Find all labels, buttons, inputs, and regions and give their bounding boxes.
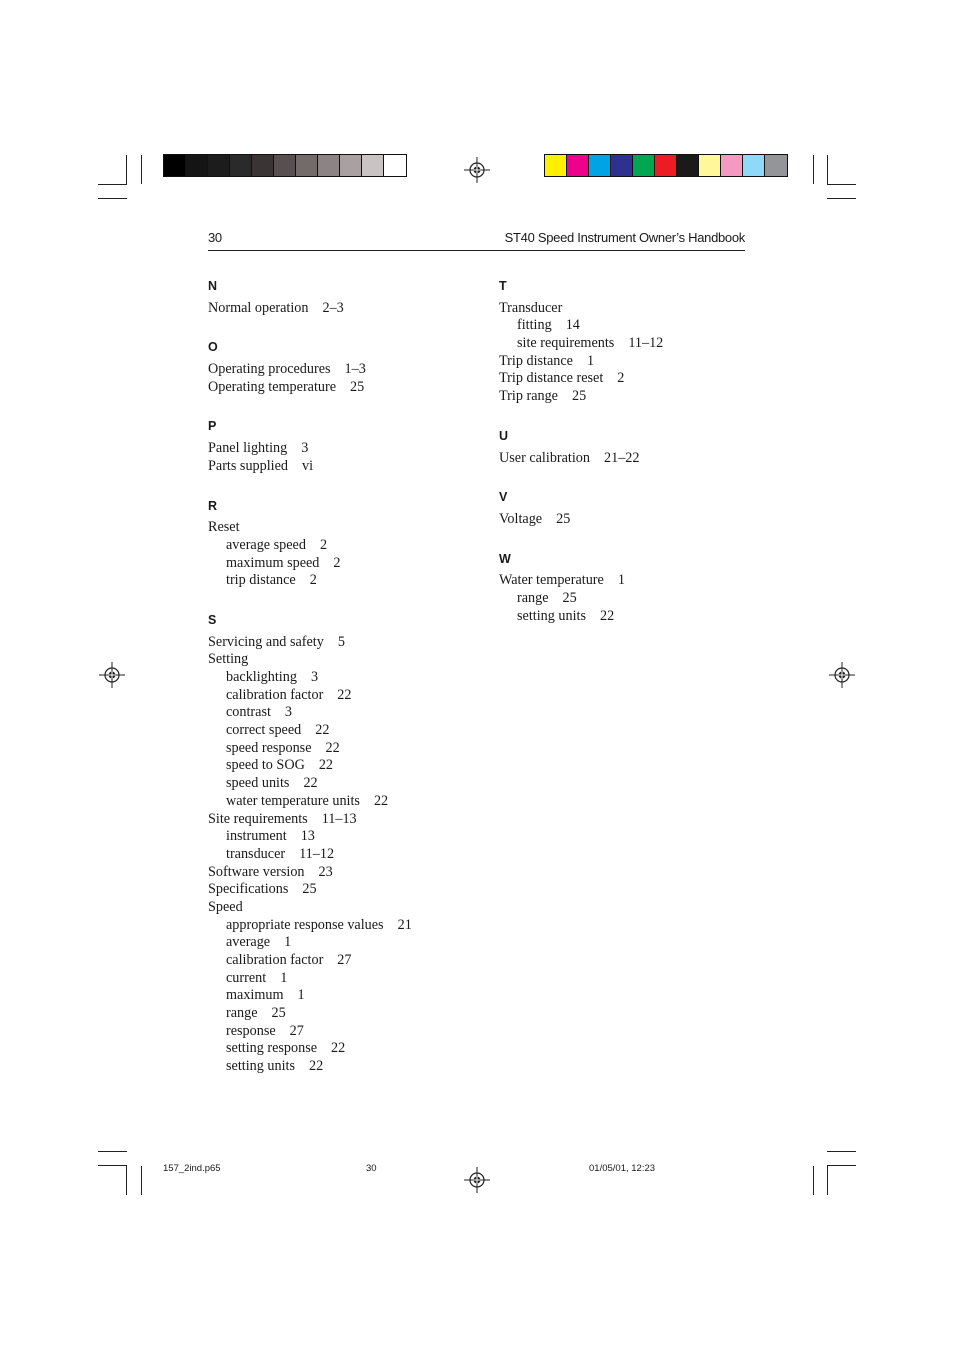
index-page-ref: 23 — [318, 863, 333, 880]
index-page-ref: 25 — [562, 589, 577, 606]
grayscale-color-bar — [163, 154, 407, 177]
index-term: speed to SOG — [226, 757, 305, 774]
process-color-swatch — [721, 155, 743, 176]
index-page-ref: 3 — [284, 704, 293, 721]
index-subentry — [208, 1058, 412, 1076]
index-term: response — [226, 1022, 276, 1039]
index-entry — [499, 388, 663, 406]
index-term: average speed — [226, 536, 306, 553]
index-page-ref: 27 — [289, 1022, 304, 1039]
process-color-swatch — [743, 155, 765, 176]
index-page-ref: 25 — [271, 1005, 286, 1022]
index-term: range — [226, 1005, 258, 1022]
index-term: water temperature units — [226, 792, 360, 809]
process-color-swatch — [545, 155, 567, 176]
index-page-ref: 2 — [333, 554, 341, 571]
index-subentry — [499, 608, 663, 626]
index-section-letter: V — [499, 490, 508, 505]
index-entry — [499, 511, 663, 529]
index-subentry — [208, 572, 412, 590]
index-page-ref: 11–12 — [628, 335, 664, 352]
index-page-ref: 21–22 — [604, 449, 640, 466]
grayscale-swatch — [340, 155, 362, 176]
registration-mark-left-icon — [99, 662, 125, 688]
index-subentry — [208, 687, 412, 705]
index-term: Operating procedures — [208, 361, 331, 378]
index-section-letter: W — [499, 551, 511, 566]
index-entry — [208, 864, 412, 882]
index-subentry — [208, 987, 412, 1005]
index-entry — [208, 881, 412, 899]
index-subentry — [208, 669, 412, 687]
index-page-ref: 21 — [397, 916, 412, 933]
index-subentry — [208, 934, 412, 952]
index-term: setting response — [226, 1040, 318, 1057]
index-term: transducer — [226, 845, 286, 862]
index-page-ref: 25 — [350, 378, 365, 395]
index-subentry — [208, 793, 412, 811]
index-entry — [208, 440, 412, 458]
grayscale-swatch — [296, 155, 318, 176]
index-term: Voltage — [499, 510, 543, 527]
index-subentry — [499, 317, 663, 335]
index-subentry — [208, 555, 412, 573]
index-entry — [499, 370, 663, 388]
index-term: contrast — [226, 704, 271, 721]
index-section-letter: O — [208, 340, 218, 355]
index-page-ref: 2 — [309, 572, 317, 589]
index-term: Transducer — [499, 299, 563, 316]
index-entry — [499, 353, 663, 371]
process-color-bar — [544, 154, 788, 177]
index-term: Parts supplied — [208, 457, 288, 474]
index-term: Speed — [208, 898, 243, 915]
index-term: Trip distance reset — [499, 370, 604, 387]
index-page-ref: vi — [302, 457, 314, 474]
index-page-ref: 22 — [303, 775, 318, 792]
index-page-ref: 25 — [571, 388, 587, 405]
registration-mark-right-icon — [829, 662, 855, 688]
index-entry — [208, 361, 412, 379]
index-term: Normal operation — [208, 299, 309, 316]
index-page-ref: 11–13 — [321, 810, 357, 827]
index-page-ref: 22 — [318, 757, 334, 774]
index-page-ref: 2 — [319, 536, 328, 553]
index-page-ref: 27 — [337, 952, 352, 968]
running-header — [208, 230, 745, 251]
index-page-ref: 1 — [586, 352, 595, 369]
index-entry — [208, 811, 412, 829]
index-subentry — [499, 590, 663, 608]
index-term: Servicing and safety — [208, 633, 324, 650]
handbook-title: ST40 Speed Instrument Owner’s Handbook — [504, 230, 745, 245]
process-color-swatch — [699, 155, 721, 176]
index-term: Panel lighting — [208, 440, 288, 457]
index-term: trip distance — [226, 572, 296, 589]
index-page-ref: 2 — [617, 370, 625, 387]
index-page-ref: 25 — [302, 881, 317, 898]
grayscale-swatch — [208, 155, 230, 176]
index-subentry — [208, 757, 412, 775]
footer-page: 30 — [366, 1163, 377, 1174]
index-subentry — [208, 775, 412, 793]
index-subentry — [208, 740, 412, 758]
index-subentry — [208, 970, 412, 988]
index-section-letter: S — [208, 612, 217, 627]
index-term: backlighting — [226, 669, 297, 685]
index-term: Reset — [208, 519, 240, 536]
index-entry — [208, 634, 412, 652]
index-entry — [208, 899, 412, 917]
index-entry — [208, 519, 412, 537]
index-subentry — [208, 704, 412, 722]
grayscale-swatch — [362, 155, 384, 176]
index-term: setting units — [517, 607, 586, 624]
index-subentry — [208, 846, 412, 864]
index-section-letter: N — [208, 279, 218, 293]
index-term: Water temperature — [499, 572, 604, 589]
index-term: speed response — [226, 739, 312, 756]
index-section-letter: P — [208, 419, 217, 434]
index-term: Trip range — [499, 388, 558, 405]
process-color-swatch — [677, 155, 699, 176]
index-page-ref: 22 — [599, 607, 615, 624]
index-term: instrument — [226, 828, 287, 845]
index-page-ref: 22 — [337, 686, 352, 703]
index-term: maximum speed — [226, 554, 320, 571]
process-color-swatch — [655, 155, 677, 176]
index-term: Specifications — [208, 881, 289, 898]
index-page-ref: 22 — [308, 1058, 324, 1075]
index-entry — [208, 651, 412, 669]
index-column-right — [499, 278, 663, 625]
index-page-ref: 1 — [297, 987, 305, 1004]
index-term: speed units — [226, 775, 290, 792]
index-page-ref: 1 — [617, 572, 625, 589]
grayscale-swatch — [186, 155, 208, 176]
footer-filename: 157_2ind.p65 — [163, 1163, 221, 1174]
index-subentry — [208, 1040, 412, 1058]
index-term: calibration factor — [226, 686, 324, 703]
grayscale-swatch — [252, 155, 274, 176]
index-term: maximum — [226, 987, 284, 1004]
index-entry — [208, 379, 412, 397]
index-entry — [499, 450, 663, 468]
process-color-swatch — [611, 155, 633, 176]
index-subentry — [208, 917, 412, 935]
index-term: calibration factor — [226, 952, 324, 968]
index-page-ref: 13 — [300, 828, 315, 845]
grayscale-swatch — [274, 155, 296, 176]
index-subentry — [208, 952, 412, 970]
index-section-letter: T — [499, 279, 507, 293]
index-page-ref: 25 — [556, 510, 571, 527]
index-page-ref: 1 — [280, 969, 288, 986]
index-page-ref: 22 — [325, 739, 340, 756]
page-number: 30 — [208, 230, 222, 245]
index-term: site requirements — [517, 335, 615, 352]
index-subentry — [208, 1005, 412, 1023]
index-subentry — [499, 335, 663, 353]
index-term: setting units — [226, 1058, 295, 1075]
registration-mark-top-icon — [464, 157, 490, 183]
index-subentry — [208, 1023, 412, 1041]
index-entry — [499, 300, 663, 318]
index-page-ref: 22 — [315, 722, 330, 739]
index-page-ref: 14 — [565, 317, 580, 334]
process-color-swatch — [589, 155, 611, 176]
index-term: Software version — [208, 863, 305, 880]
index-page-ref: 1–3 — [344, 361, 366, 378]
index-page-ref: 11–12 — [299, 845, 335, 862]
index-term: fitting — [517, 317, 552, 334]
index-entry — [499, 572, 663, 590]
footer-timestamp: 01/05/01, 12:23 — [589, 1163, 656, 1174]
grayscale-swatch — [318, 155, 340, 176]
index-term: Trip distance — [499, 352, 573, 369]
process-color-swatch — [567, 155, 589, 176]
index-page-ref: 22 — [373, 792, 389, 809]
index-page-ref: 3 — [310, 669, 319, 685]
registration-mark-bottom-icon — [464, 1167, 490, 1193]
index-term: current — [226, 969, 267, 986]
index-page-ref: 3 — [301, 440, 309, 457]
index-subentry — [208, 722, 412, 740]
index-page-ref: 2–3 — [322, 299, 344, 316]
grayscale-swatch — [384, 155, 406, 176]
index-term: Operating temperature — [208, 378, 337, 395]
index-page-ref: 1 — [284, 934, 292, 951]
index-term: Setting — [208, 651, 249, 668]
index-subentry — [208, 537, 412, 555]
index-section-letter: R — [208, 498, 218, 513]
index-entry — [208, 300, 412, 318]
index-section-letter: U — [499, 428, 509, 443]
process-color-swatch — [633, 155, 655, 176]
index-page-ref: 5 — [337, 633, 345, 650]
index-term: User calibration — [499, 449, 590, 466]
index-page-ref: 22 — [331, 1040, 346, 1057]
index-subentry — [208, 828, 412, 846]
grayscale-swatch — [230, 155, 252, 176]
index-entry — [208, 458, 412, 476]
index-term: range — [517, 589, 549, 606]
index-term: Site requirements — [208, 810, 308, 827]
index-term: average — [226, 934, 271, 951]
index-term: appropriate response values — [226, 916, 384, 933]
index-column-left — [208, 278, 412, 1076]
process-color-swatch — [765, 155, 787, 176]
index-term: correct speed — [226, 722, 302, 739]
grayscale-swatch — [164, 155, 186, 176]
